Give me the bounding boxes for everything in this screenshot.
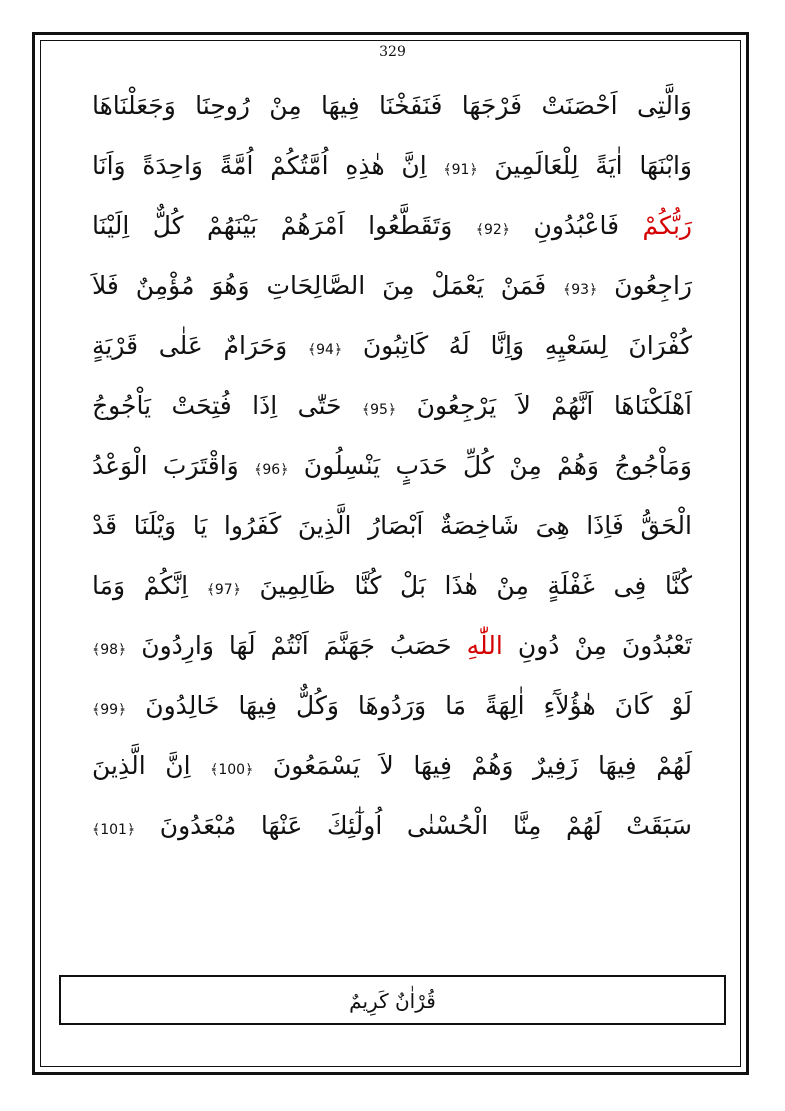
ayah-number: ﴿94﴾ <box>307 342 343 358</box>
verse-line <box>92 316 692 376</box>
verse-text: وَتَقَطَّعُوا اَمْرَهُمْ بَيْنَهُمْ كُلٌّ اِلَيْنَا <box>92 211 476 240</box>
verse-text: رَاجِعُونَ <box>597 271 692 300</box>
verse-text: حَتّٰى اِذَا فُتِحَتْ يَاْجُوجُ <box>92 391 362 420</box>
footer-box <box>59 975 726 1025</box>
ayah-number: ﴿92﴾ <box>475 222 510 238</box>
verse-line <box>92 616 692 676</box>
ayah-number: ﴿99﴾ <box>92 702 127 718</box>
verse-line <box>92 736 692 796</box>
verse-text: فَاعْبُدُونِ <box>509 211 643 240</box>
verse-line <box>92 256 692 316</box>
verse-text: فَمَنْ يَعْمَلْ مِنَ الصَّالِحَاتِ وَهُوَ مُؤْمِنٌ فَلاَ <box>92 271 564 300</box>
verse-line <box>92 556 692 616</box>
verse-text: وَحَرَامٌ عَلٰى قَرْيَةٍ <box>92 331 308 360</box>
verse-text: كُنَّا فِى غَفْلَةٍ مِنْ هٰذَا بَلْ كُنَّا ظَالِمِينَ <box>240 571 692 600</box>
verse-text: تَعْبُدُونَ مِنْ دُونِ <box>502 631 692 660</box>
verse-text: لَهُمْ فِيهَا زَفِيرٌ وَهُمْ فِيهَا لاَ يَسْمَعُونَ <box>253 751 692 780</box>
ayah-number: ﴿98﴾ <box>92 642 127 658</box>
verse-text: لَوْ كَانَ هٰؤُلآَءِ اٰلِهَةً مَا وَرَدُوهَا وَكُلٌّ فِيهَا خَالِدُونَ <box>126 691 692 720</box>
verse-text: وَالَّتِى اَحْصَنَتْ فَرْجَهَا فَنَفَخْنَا فِيهَا مِنْ رُوحِنَا وَجَعَلْنَاهَا <box>92 91 692 120</box>
verse-line <box>92 496 692 556</box>
ayah-number: ﴿95﴾ <box>361 402 397 418</box>
verse-text: حَصَبُ جَهَنَّمَ اَنْتُمْ لَهَا وَارِدُونَ <box>126 631 467 660</box>
verse-text-block <box>92 76 692 856</box>
footer-title: قُرْاٰنٌ كَرِيمٌ <box>349 989 436 1013</box>
ayah-number: ﴿100﴾ <box>210 762 254 778</box>
ayah-number: ﴿97﴾ <box>206 582 241 598</box>
verse-text: اَهْلَكْنَاهَا اَنَّهُمْ لاَ يَرْجِعُونَ <box>396 391 692 420</box>
verse-text: اِنَّكُمْ وَمَا <box>92 571 207 600</box>
verse-line <box>92 76 692 136</box>
verse-text: وَابْنَهَا اٰيَةً لِلْعَالَمِينَ <box>477 151 692 180</box>
verse-line <box>92 136 692 196</box>
verse-text: كُفْرَانَ لِسَعْيِهِ وَاِنَّا لَهُ كَاتِبُونَ <box>342 331 692 360</box>
verse-text: وَاقْتَرَبَ الْوَعْدُ <box>92 451 255 480</box>
verse-text: اِنَّ هٰذِهِ اُمَّتُكُمْ اُمَّةً وَاحِدَةً وَاَنَا <box>92 151 444 180</box>
verse-text: سَبَقَتْ لَهُمْ مِنَّا الْحُسْنٰى اُولٰٓئِكَ عَنْهَا مُبْعَدُونَ <box>135 811 692 840</box>
verse-text: وَمَاْجُوجُ وَهُمْ مِنْ كُلِّ حَدَبٍ يَنْسِلُونَ <box>288 451 692 480</box>
verse-text: اِنَّ الَّذِينَ <box>92 751 211 780</box>
page-number: 329 <box>379 44 406 60</box>
ayah-number: ﴿101﴾ <box>92 822 136 838</box>
verse-line <box>92 436 692 496</box>
verse-text: الْحَقُّ فَاِذَا هِىَ شَاخِصَةٌ اَبْصَارُ الَّذِينَ كَفَرُوا يَا وَيْلَنَا قَدْ <box>92 511 692 540</box>
verse-line <box>92 796 692 856</box>
verse-line <box>92 376 692 436</box>
highlighted-word: اللّٰهِ <box>466 631 503 660</box>
verse-line <box>92 676 692 736</box>
ayah-number: ﴿93﴾ <box>563 282 598 298</box>
highlighted-word: رَبُّكُمْ <box>642 211 692 240</box>
ayah-number: ﴿96﴾ <box>254 462 289 478</box>
ayah-number: ﴿91﴾ <box>443 162 478 178</box>
verse-line <box>92 196 692 256</box>
